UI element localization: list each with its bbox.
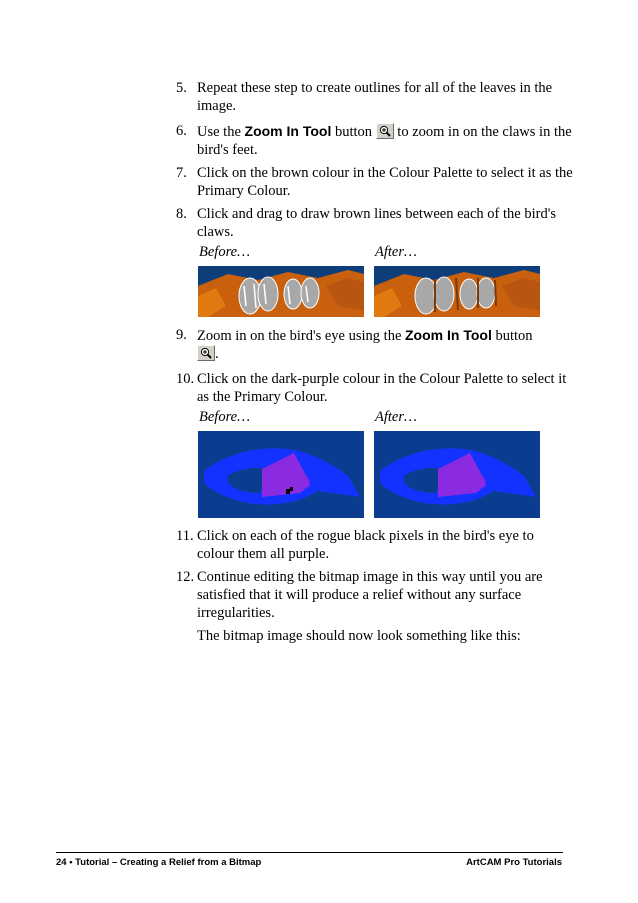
step-number: 9. (176, 327, 187, 343)
footer-right: ArtCAM Pro Tutorials (466, 857, 562, 868)
step-text (197, 326, 573, 363)
step-text-pre: Use the (197, 124, 241, 140)
step-text: Continue editing the bitmap image in this way until you are satisfied that it will produce a relief without any surface irregularities. (197, 569, 543, 621)
magnifier-plus-icon (199, 347, 213, 359)
caption-after: After… (375, 409, 417, 425)
step-number: 8. (176, 206, 187, 222)
step-number: 6. (176, 123, 187, 139)
step-number: 7. (176, 165, 187, 181)
step-number: 5. (176, 80, 187, 96)
step-text-pre: Zoom in on the bird's eye using the (197, 328, 402, 344)
step-text-mid: button (495, 328, 533, 344)
step-text-post: to zoom in on the claws in the bird's feet. (197, 124, 572, 158)
step-text: Click on the dark-purple colour in the Colour Palette to select it as the Primary Colour. (197, 371, 567, 405)
magnifier-plus-icon (378, 125, 392, 137)
caption-before: Before… (199, 409, 251, 425)
step-text-post: . (215, 346, 219, 362)
step-text (197, 122, 573, 159)
eye-before-image (198, 431, 364, 518)
step-number: 10. (176, 371, 195, 387)
zoom-in-tool-name: Zoom In Tool (405, 327, 492, 343)
step-text: Click on each of the rogue black pixels in the bird's eye to colour them all purple. (197, 528, 534, 562)
eye-after-image (374, 431, 540, 518)
closing-paragraph: The bitmap image should now look something like this: (197, 628, 521, 644)
step-number: 12. (176, 569, 195, 585)
step-text: Click and drag to draw brown lines between each of the bird's claws. (197, 206, 556, 240)
caption-before: Before… (199, 244, 251, 260)
claws-after-image (374, 266, 540, 317)
step-text: Click on the brown colour in the Colour Palette to select it as the Primary Colour. (197, 165, 573, 199)
footer-divider (56, 852, 563, 853)
zoom-in-button[interactable] (197, 345, 215, 361)
claws-before-image (198, 266, 364, 317)
step-text: Repeat these step to create outlines for all of the leaves in the image. (197, 80, 553, 114)
footer-left: 24 • Tutorial – Creating a Relief from a Bitmap (56, 857, 262, 868)
caption-after: After… (375, 244, 417, 260)
step-text-mid: button (334, 124, 373, 140)
zoom-in-tool-name: Zoom In Tool (244, 123, 332, 139)
zoom-in-button[interactable] (376, 123, 394, 139)
step-number: 11. (176, 528, 194, 544)
